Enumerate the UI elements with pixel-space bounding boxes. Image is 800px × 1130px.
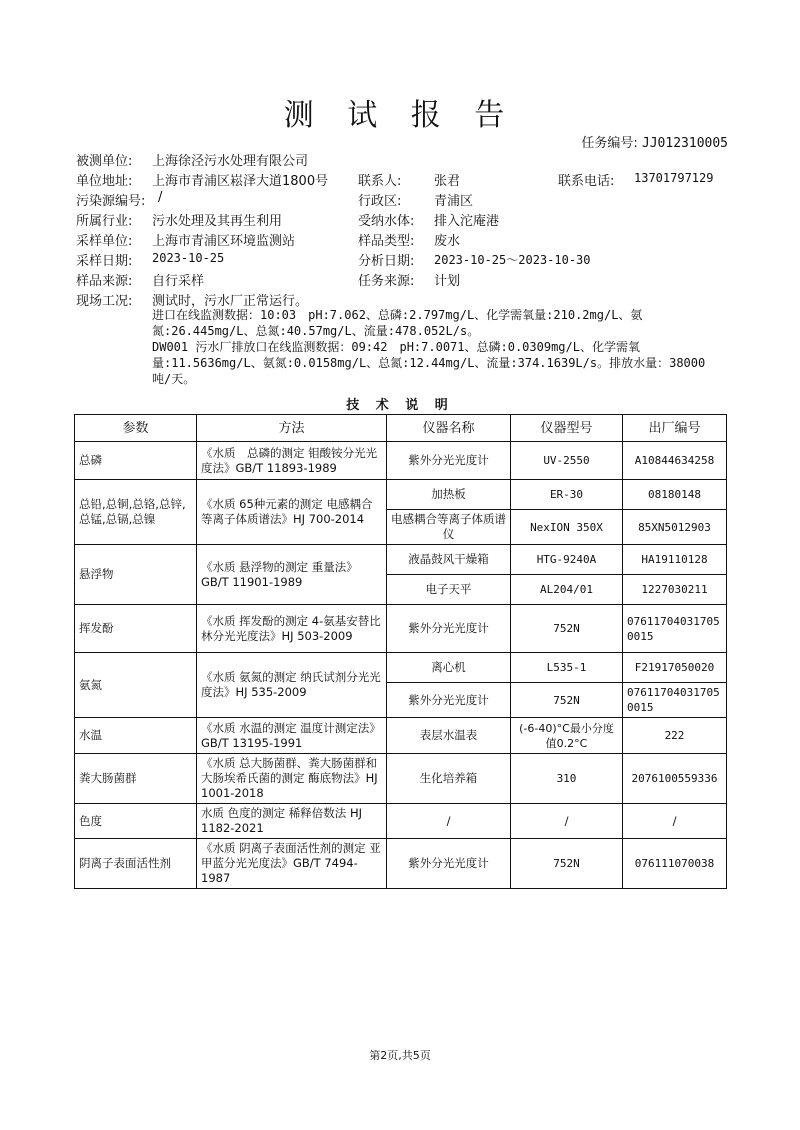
sampling-date-label: 采样日期: (76, 254, 133, 269)
sample-type-value: 废水 (434, 234, 461, 249)
param-cell: 总磷 (75, 442, 197, 480)
instrument-cell: 紫外分光光度计 (387, 442, 511, 480)
sampling-date-value: 2023-10-25 (152, 251, 225, 265)
serial-cell: HA19110128 (623, 545, 727, 575)
instrument-cell: 紫外分光光度计 (387, 683, 511, 718)
instrument-cell: 紫外分光光度计 (387, 605, 511, 653)
param-cell: 色度 (75, 804, 197, 839)
param-cell: 挥发酚 (75, 605, 197, 653)
instrument-cell: 加热板 (387, 480, 511, 510)
method-cell: 《水质 悬浮物的测定 重量法》GB/T 11901-1989 (197, 545, 387, 605)
table-row (75, 605, 727, 653)
address-value: 上海市青浦区崧泽大道1800号 (152, 174, 329, 189)
instrument-cell: 生化培养箱 (387, 754, 511, 804)
phone-label: 联系电话: (558, 174, 615, 189)
table-row (75, 545, 727, 575)
model-cell: 752N (511, 683, 623, 718)
sample-source-label: 样品来源: (76, 274, 133, 289)
method-cell: 《水质 水温的测定 温度计测定法》GB/T 13195-1991 (197, 718, 387, 754)
district-value: 青浦区 (434, 194, 474, 209)
table-row (75, 839, 727, 889)
industry-label: 所属行业: (76, 214, 133, 229)
contact-label: 联系人: (358, 174, 402, 189)
serial-cell: 85XN5012903 (623, 510, 727, 545)
model-cell: / (511, 804, 623, 839)
header-serial: 出厂编号 (623, 415, 727, 442)
table-row (75, 804, 727, 839)
site-line1: 测试时，污水厂正常运行。 (152, 294, 309, 309)
param-cell: 粪大肠菌群 (75, 754, 197, 804)
instrument-cell: / (387, 804, 511, 839)
pollution-no-label: 污染源编号: (76, 194, 146, 209)
tech-table-header (75, 415, 727, 442)
task-number-label: 任务编号: (581, 136, 638, 151)
report-title: 测 试 报 告 (283, 98, 517, 133)
method-cell: 《水质 总大肠菌群、粪大肠菌群和大肠埃希氏菌的测定 酶底物法》HJ 1001-2018 (197, 754, 387, 804)
tested-unit-label: 被测单位: (76, 154, 133, 169)
instrument-cell: 电子天平 (387, 575, 511, 605)
analysis-date-value: 2023-10-25～2023-10-30 (434, 253, 591, 267)
pollution-no-value: / (158, 190, 163, 205)
sampling-unit-value: 上海市青浦区环境监测站 (152, 234, 296, 249)
table-row (75, 718, 727, 754)
receiving-label: 受纳水体: (358, 214, 415, 229)
model-cell: AL204/01 (511, 575, 623, 605)
site-label: 现场工况: (76, 294, 133, 309)
serial-cell: 076111070038 (623, 839, 727, 889)
sample-source-value: 自行采样 (152, 274, 205, 289)
serial-cell: A10844634258 (623, 442, 727, 480)
table-row (75, 480, 727, 510)
method-cell: 《水质 挥发酚的测定 4-氨基安替比林分光光度法》HJ 503-2009 (197, 605, 387, 653)
param-cell: 氨氮 (75, 653, 197, 718)
method-cell: 《水质 总磷的测定 钼酸铵分光光度法》GB/T 11893-1989 (197, 442, 387, 480)
header-instrument: 仪器名称 (387, 415, 511, 442)
method-cell: 《水质 氨氮的测定 纳氏试剂分光光度法》HJ 535-2009 (197, 653, 387, 718)
model-cell: 752N (511, 839, 623, 889)
model-cell: L535-1 (511, 653, 623, 683)
header-method: 方法 (197, 415, 387, 442)
instrument-cell: 紫外分光光度计 (387, 839, 511, 889)
table-row (75, 442, 727, 480)
serial-cell: / (623, 804, 727, 839)
contact-value: 张君 (434, 174, 461, 189)
instrument-cell: 液晶鼓风干燥箱 (387, 545, 511, 575)
tech-table (74, 414, 727, 889)
task-source-value: 计划 (434, 274, 461, 289)
tech-section-title: 技 术 说 明 (346, 398, 454, 413)
instrument-cell: 离心机 (387, 653, 511, 683)
param-cell: 水温 (75, 718, 197, 754)
model-cell: HTG-9240A (511, 545, 623, 575)
instrument-cell: 表层水温表 (387, 718, 511, 754)
table-row (75, 754, 727, 804)
model-cell: 752N (511, 605, 623, 653)
header-model: 仪器型号 (511, 415, 623, 442)
serial-cell: 222 (623, 718, 727, 754)
param-cell: 总铅,总铜,总铬,总锌,总锰,总镉,总镍 (75, 480, 197, 545)
model-cell: ER-30 (511, 480, 623, 510)
serial-cell: 1227030211 (623, 575, 727, 605)
header-param: 参数 (75, 415, 197, 442)
instrument-cell: 电感耦合等离子体质谱仪 (387, 510, 511, 545)
serial-cell: 08180148 (623, 480, 727, 510)
address-label: 单位地址: (76, 174, 133, 189)
table-row (75, 653, 727, 683)
industry-value: 污水处理及其再生利用 (152, 214, 283, 229)
serial-cell: F21917050020 (623, 653, 727, 683)
param-cell: 阴离子表面活性剂 (75, 839, 197, 889)
param-cell: 悬浮物 (75, 545, 197, 605)
receiving-value: 排入沱庵港 (434, 214, 500, 229)
sampling-unit-label: 采样单位: (76, 234, 133, 249)
district-label: 行政区: (358, 194, 402, 209)
phone-value: 13701797129 (634, 171, 714, 185)
serial-cell: 2076100559336 (623, 754, 727, 804)
tested-unit-value: 上海徐泾污水处理有限公司 (152, 154, 309, 169)
serial-cell: 076117040317050015 (623, 683, 727, 718)
task-number-value: JJ012310005 (641, 136, 728, 151)
model-cell: NexION 350X (511, 510, 623, 545)
model-cell: UV-2550 (511, 442, 623, 480)
analysis-date-label: 分析日期: (358, 254, 415, 269)
serial-cell: 076117040317050015 (623, 605, 727, 653)
site-inlet-data: 进口在线监测数据：10:03 pH:7.062、总磷:2.797mg/L、化学需氧量:210.2mg/L、氨氮:26.445mg/L、总氮:40.57mg/L、流量:478.052L/s。 (152, 308, 643, 338)
task-source-label: 任务来源: (358, 274, 415, 289)
task-number (581, 132, 728, 151)
model-cell: (-6-40)°C最小分度值0.2°C (511, 718, 623, 754)
site-outlet-data: DW001 污水厂排放口在线监测数据：09:42 pH:7.0071、总磷:0.0309mg/L、化学需氧量:11.5636mg/L、氨氮:0.0158mg/L、总氮:12.44mg/L、流量:374.1639L/s。排放水量：38000吨/天。 (152, 340, 706, 386)
method-cell: 《水质 65种元素的测定 电感耦合等离子体质谱法》HJ 700-2014 (197, 480, 387, 545)
method-cell: 《水质 阴离子表面活性剂的测定 亚甲蓝分光光度法》GB/T 7494-1987 (197, 839, 387, 889)
page-footer: 第2页,共5页 (369, 1049, 431, 1062)
method-cell: 水质 色度的测定 稀释倍数法 HJ 1182-2021 (197, 804, 387, 839)
sample-type-label: 样品类型: (358, 234, 415, 249)
model-cell: 310 (511, 754, 623, 804)
